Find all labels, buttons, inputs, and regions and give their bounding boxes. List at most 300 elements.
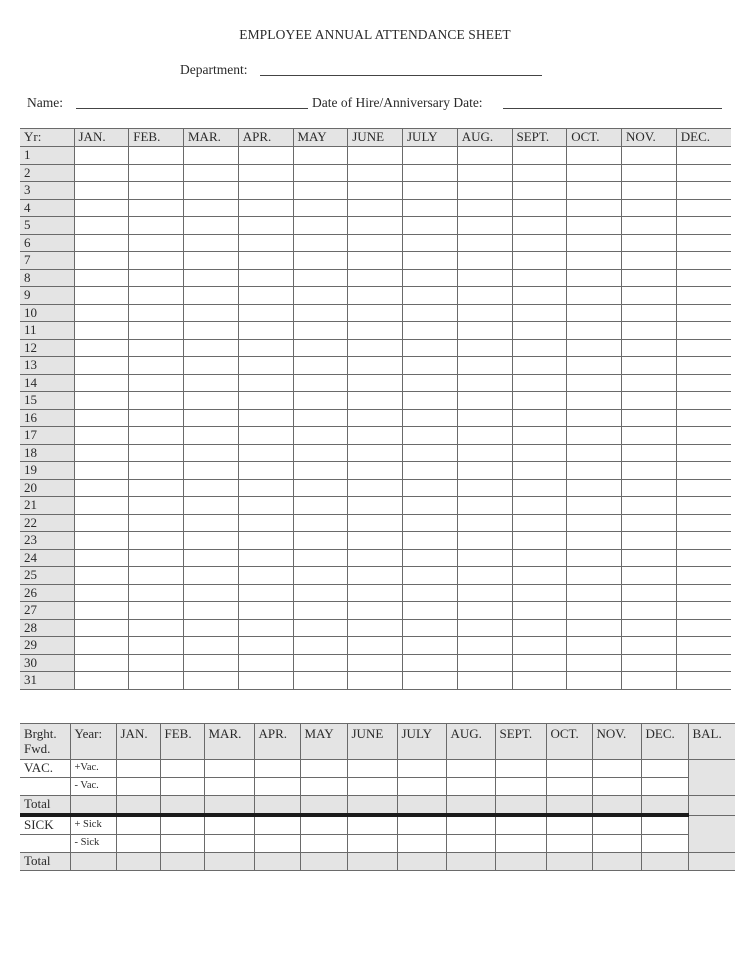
attendance-cell[interactable] bbox=[676, 217, 731, 235]
attendance-cell[interactable] bbox=[622, 497, 677, 515]
attendance-cell[interactable] bbox=[676, 584, 731, 602]
attendance-cell[interactable] bbox=[129, 584, 184, 602]
attendance-cell[interactable] bbox=[622, 514, 677, 532]
attendance-cell[interactable] bbox=[184, 654, 239, 672]
attendance-cell[interactable] bbox=[403, 462, 458, 480]
month-entry-cell[interactable] bbox=[254, 796, 300, 816]
attendance-cell[interactable] bbox=[184, 584, 239, 602]
attendance-cell[interactable] bbox=[622, 217, 677, 235]
month-entry-cell[interactable] bbox=[592, 835, 641, 853]
attendance-cell[interactable] bbox=[238, 532, 293, 550]
attendance-cell[interactable] bbox=[622, 339, 677, 357]
attendance-cell[interactable] bbox=[293, 567, 348, 585]
attendance-cell[interactable] bbox=[622, 374, 677, 392]
attendance-cell[interactable] bbox=[348, 199, 403, 217]
attendance-cell[interactable] bbox=[567, 304, 622, 322]
attendance-cell[interactable] bbox=[238, 339, 293, 357]
attendance-cell[interactable] bbox=[74, 304, 129, 322]
month-entry-cell[interactable] bbox=[495, 796, 546, 816]
attendance-cell[interactable] bbox=[403, 392, 458, 410]
attendance-cell[interactable] bbox=[512, 199, 567, 217]
attendance-cell[interactable] bbox=[457, 462, 512, 480]
attendance-cell[interactable] bbox=[129, 374, 184, 392]
attendance-cell[interactable] bbox=[403, 322, 458, 340]
attendance-cell[interactable] bbox=[567, 672, 622, 690]
month-entry-cell[interactable] bbox=[204, 778, 254, 796]
month-entry-cell[interactable] bbox=[254, 853, 300, 871]
attendance-cell[interactable] bbox=[676, 549, 731, 567]
attendance-cell[interactable] bbox=[512, 584, 567, 602]
attendance-cell[interactable] bbox=[512, 514, 567, 532]
attendance-cell[interactable] bbox=[238, 497, 293, 515]
month-entry-cell[interactable] bbox=[546, 815, 592, 835]
attendance-cell[interactable] bbox=[293, 409, 348, 427]
attendance-cell[interactable] bbox=[184, 549, 239, 567]
attendance-cell[interactable] bbox=[457, 392, 512, 410]
attendance-cell[interactable] bbox=[403, 427, 458, 445]
attendance-cell[interactable] bbox=[348, 287, 403, 305]
attendance-cell[interactable] bbox=[129, 479, 184, 497]
attendance-cell[interactable] bbox=[348, 322, 403, 340]
attendance-cell[interactable] bbox=[622, 567, 677, 585]
attendance-cell[interactable] bbox=[403, 637, 458, 655]
attendance-cell[interactable] bbox=[457, 164, 512, 182]
attendance-cell[interactable] bbox=[676, 409, 731, 427]
attendance-cell[interactable] bbox=[622, 479, 677, 497]
attendance-cell[interactable] bbox=[403, 357, 458, 375]
month-entry-cell[interactable] bbox=[495, 815, 546, 835]
attendance-cell[interactable] bbox=[567, 444, 622, 462]
attendance-cell[interactable] bbox=[129, 654, 184, 672]
month-entry-cell[interactable] bbox=[204, 853, 254, 871]
balance-cell[interactable] bbox=[688, 815, 735, 853]
attendance-cell[interactable] bbox=[238, 602, 293, 620]
attendance-cell[interactable] bbox=[238, 199, 293, 217]
attendance-cell[interactable] bbox=[129, 409, 184, 427]
month-entry-cell[interactable] bbox=[160, 796, 204, 816]
attendance-cell[interactable] bbox=[567, 427, 622, 445]
attendance-cell[interactable] bbox=[129, 549, 184, 567]
attendance-cell[interactable] bbox=[129, 532, 184, 550]
department-field[interactable] bbox=[260, 75, 542, 76]
month-entry-cell[interactable] bbox=[347, 853, 397, 871]
attendance-cell[interactable] bbox=[403, 567, 458, 585]
attendance-cell[interactable] bbox=[567, 287, 622, 305]
attendance-cell[interactable] bbox=[622, 304, 677, 322]
attendance-cell[interactable] bbox=[622, 392, 677, 410]
attendance-cell[interactable] bbox=[622, 322, 677, 340]
attendance-cell[interactable] bbox=[74, 147, 129, 165]
attendance-cell[interactable] bbox=[238, 479, 293, 497]
attendance-cell[interactable] bbox=[512, 567, 567, 585]
attendance-cell[interactable] bbox=[184, 392, 239, 410]
month-entry-cell[interactable] bbox=[397, 778, 446, 796]
attendance-cell[interactable] bbox=[129, 234, 184, 252]
attendance-cell[interactable] bbox=[74, 672, 129, 690]
attendance-cell[interactable] bbox=[348, 672, 403, 690]
month-entry-cell[interactable] bbox=[641, 853, 688, 871]
attendance-cell[interactable] bbox=[512, 497, 567, 515]
month-entry-cell[interactable] bbox=[300, 778, 347, 796]
attendance-cell[interactable] bbox=[403, 444, 458, 462]
attendance-cell[interactable] bbox=[293, 672, 348, 690]
attendance-cell[interactable] bbox=[403, 584, 458, 602]
month-entry-cell[interactable] bbox=[495, 835, 546, 853]
attendance-cell[interactable] bbox=[238, 637, 293, 655]
attendance-cell[interactable] bbox=[293, 619, 348, 637]
attendance-cell[interactable] bbox=[74, 287, 129, 305]
attendance-cell[interactable] bbox=[293, 357, 348, 375]
attendance-cell[interactable] bbox=[457, 479, 512, 497]
attendance-cell[interactable] bbox=[348, 252, 403, 270]
month-entry-cell[interactable] bbox=[592, 796, 641, 816]
attendance-cell[interactable] bbox=[676, 619, 731, 637]
attendance-cell[interactable] bbox=[457, 357, 512, 375]
attendance-cell[interactable] bbox=[74, 444, 129, 462]
month-entry-cell[interactable] bbox=[446, 778, 495, 796]
attendance-cell[interactable] bbox=[293, 532, 348, 550]
attendance-cell[interactable] bbox=[622, 672, 677, 690]
attendance-cell[interactable] bbox=[129, 514, 184, 532]
attendance-cell[interactable] bbox=[512, 182, 567, 200]
month-entry-cell[interactable] bbox=[160, 815, 204, 835]
attendance-cell[interactable] bbox=[567, 567, 622, 585]
attendance-cell[interactable] bbox=[348, 462, 403, 480]
attendance-cell[interactable] bbox=[129, 567, 184, 585]
attendance-cell[interactable] bbox=[184, 182, 239, 200]
month-entry-cell[interactable] bbox=[116, 835, 160, 853]
attendance-cell[interactable] bbox=[567, 637, 622, 655]
attendance-cell[interactable] bbox=[184, 497, 239, 515]
attendance-cell[interactable] bbox=[129, 444, 184, 462]
attendance-cell[interactable] bbox=[457, 147, 512, 165]
month-entry-cell[interactable] bbox=[592, 853, 641, 871]
attendance-cell[interactable] bbox=[74, 217, 129, 235]
month-entry-cell[interactable] bbox=[446, 815, 495, 835]
attendance-cell[interactable] bbox=[238, 252, 293, 270]
attendance-cell[interactable] bbox=[348, 357, 403, 375]
attendance-cell[interactable] bbox=[676, 164, 731, 182]
attendance-cell[interactable] bbox=[184, 147, 239, 165]
attendance-cell[interactable] bbox=[293, 199, 348, 217]
attendance-cell[interactable] bbox=[238, 147, 293, 165]
attendance-cell[interactable] bbox=[457, 549, 512, 567]
attendance-cell[interactable] bbox=[676, 287, 731, 305]
attendance-cell[interactable] bbox=[238, 654, 293, 672]
attendance-cell[interactable] bbox=[74, 584, 129, 602]
attendance-cell[interactable] bbox=[512, 392, 567, 410]
attendance-cell[interactable] bbox=[348, 497, 403, 515]
attendance-cell[interactable] bbox=[512, 269, 567, 287]
attendance-cell[interactable] bbox=[74, 497, 129, 515]
attendance-cell[interactable] bbox=[622, 252, 677, 270]
attendance-cell[interactable] bbox=[74, 357, 129, 375]
attendance-cell[interactable] bbox=[512, 252, 567, 270]
attendance-cell[interactable] bbox=[238, 322, 293, 340]
attendance-cell[interactable] bbox=[403, 234, 458, 252]
attendance-cell[interactable] bbox=[184, 357, 239, 375]
month-entry-cell[interactable] bbox=[546, 760, 592, 778]
attendance-cell[interactable] bbox=[512, 217, 567, 235]
attendance-cell[interactable] bbox=[348, 532, 403, 550]
attendance-cell[interactable] bbox=[293, 584, 348, 602]
attendance-cell[interactable] bbox=[457, 287, 512, 305]
attendance-cell[interactable] bbox=[74, 374, 129, 392]
attendance-cell[interactable] bbox=[184, 322, 239, 340]
attendance-cell[interactable] bbox=[74, 252, 129, 270]
attendance-cell[interactable] bbox=[74, 322, 129, 340]
attendance-cell[interactable] bbox=[403, 287, 458, 305]
attendance-cell[interactable] bbox=[293, 427, 348, 445]
attendance-cell[interactable] bbox=[293, 479, 348, 497]
attendance-cell[interactable] bbox=[238, 619, 293, 637]
attendance-cell[interactable] bbox=[457, 654, 512, 672]
attendance-cell[interactable] bbox=[403, 252, 458, 270]
attendance-cell[interactable] bbox=[403, 654, 458, 672]
attendance-cell[interactable] bbox=[129, 602, 184, 620]
month-entry-cell[interactable] bbox=[160, 778, 204, 796]
month-entry-cell[interactable] bbox=[397, 835, 446, 853]
attendance-cell[interactable] bbox=[567, 252, 622, 270]
attendance-cell[interactable] bbox=[238, 357, 293, 375]
attendance-cell[interactable] bbox=[184, 514, 239, 532]
attendance-cell[interactable] bbox=[293, 322, 348, 340]
attendance-cell[interactable] bbox=[74, 619, 129, 637]
attendance-cell[interactable] bbox=[567, 549, 622, 567]
attendance-cell[interactable] bbox=[457, 252, 512, 270]
attendance-cell[interactable] bbox=[512, 444, 567, 462]
attendance-cell[interactable] bbox=[293, 234, 348, 252]
attendance-cell[interactable] bbox=[293, 269, 348, 287]
attendance-cell[interactable] bbox=[676, 427, 731, 445]
attendance-cell[interactable] bbox=[567, 619, 622, 637]
attendance-cell[interactable] bbox=[457, 672, 512, 690]
attendance-cell[interactable] bbox=[567, 409, 622, 427]
attendance-cell[interactable] bbox=[403, 479, 458, 497]
attendance-cell[interactable] bbox=[512, 532, 567, 550]
attendance-cell[interactable] bbox=[512, 549, 567, 567]
attendance-cell[interactable] bbox=[403, 147, 458, 165]
attendance-cell[interactable] bbox=[348, 479, 403, 497]
attendance-cell[interactable] bbox=[184, 444, 239, 462]
attendance-cell[interactable] bbox=[567, 147, 622, 165]
attendance-cell[interactable] bbox=[293, 217, 348, 235]
attendance-cell[interactable] bbox=[129, 322, 184, 340]
attendance-cell[interactable] bbox=[567, 654, 622, 672]
attendance-cell[interactable] bbox=[293, 304, 348, 322]
month-entry-cell[interactable] bbox=[254, 760, 300, 778]
attendance-cell[interactable] bbox=[348, 269, 403, 287]
attendance-cell[interactable] bbox=[238, 672, 293, 690]
attendance-cell[interactable] bbox=[622, 462, 677, 480]
attendance-cell[interactable] bbox=[676, 602, 731, 620]
attendance-cell[interactable] bbox=[293, 164, 348, 182]
month-entry-cell[interactable] bbox=[546, 796, 592, 816]
attendance-cell[interactable] bbox=[184, 339, 239, 357]
attendance-cell[interactable] bbox=[403, 549, 458, 567]
attendance-cell[interactable] bbox=[622, 409, 677, 427]
attendance-cell[interactable] bbox=[676, 147, 731, 165]
attendance-cell[interactable] bbox=[238, 549, 293, 567]
attendance-cell[interactable] bbox=[676, 252, 731, 270]
month-entry-cell[interactable] bbox=[446, 760, 495, 778]
attendance-cell[interactable] bbox=[676, 637, 731, 655]
attendance-cell[interactable] bbox=[293, 654, 348, 672]
balance-cell[interactable] bbox=[688, 853, 735, 871]
attendance-cell[interactable] bbox=[74, 392, 129, 410]
attendance-cell[interactable] bbox=[457, 339, 512, 357]
attendance-cell[interactable] bbox=[676, 672, 731, 690]
attendance-cell[interactable] bbox=[457, 199, 512, 217]
attendance-cell[interactable] bbox=[567, 584, 622, 602]
attendance-cell[interactable] bbox=[567, 532, 622, 550]
attendance-cell[interactable] bbox=[676, 462, 731, 480]
attendance-cell[interactable] bbox=[622, 602, 677, 620]
attendance-cell[interactable] bbox=[184, 304, 239, 322]
attendance-cell[interactable] bbox=[403, 532, 458, 550]
attendance-cell[interactable] bbox=[622, 444, 677, 462]
attendance-cell[interactable] bbox=[512, 427, 567, 445]
attendance-cell[interactable] bbox=[457, 497, 512, 515]
attendance-cell[interactable] bbox=[403, 217, 458, 235]
attendance-cell[interactable] bbox=[457, 619, 512, 637]
attendance-cell[interactable] bbox=[676, 497, 731, 515]
attendance-cell[interactable] bbox=[403, 602, 458, 620]
attendance-cell[interactable] bbox=[238, 287, 293, 305]
attendance-cell[interactable] bbox=[74, 199, 129, 217]
attendance-cell[interactable] bbox=[293, 462, 348, 480]
attendance-cell[interactable] bbox=[238, 234, 293, 252]
attendance-cell[interactable] bbox=[457, 217, 512, 235]
attendance-cell[interactable] bbox=[129, 287, 184, 305]
attendance-cell[interactable] bbox=[293, 392, 348, 410]
attendance-cell[interactable] bbox=[74, 514, 129, 532]
attendance-cell[interactable] bbox=[512, 339, 567, 357]
attendance-cell[interactable] bbox=[676, 304, 731, 322]
attendance-cell[interactable] bbox=[129, 199, 184, 217]
attendance-cell[interactable] bbox=[184, 532, 239, 550]
attendance-cell[interactable] bbox=[348, 147, 403, 165]
attendance-cell[interactable] bbox=[348, 339, 403, 357]
month-entry-cell[interactable] bbox=[160, 835, 204, 853]
attendance-cell[interactable] bbox=[184, 619, 239, 637]
attendance-cell[interactable] bbox=[184, 269, 239, 287]
attendance-cell[interactable] bbox=[567, 374, 622, 392]
attendance-cell[interactable] bbox=[348, 409, 403, 427]
attendance-cell[interactable] bbox=[622, 164, 677, 182]
month-entry-cell[interactable] bbox=[204, 835, 254, 853]
attendance-cell[interactable] bbox=[184, 672, 239, 690]
attendance-cell[interactable] bbox=[129, 427, 184, 445]
attendance-cell[interactable] bbox=[74, 532, 129, 550]
attendance-cell[interactable] bbox=[622, 234, 677, 252]
month-entry-cell[interactable] bbox=[446, 796, 495, 816]
attendance-cell[interactable] bbox=[348, 164, 403, 182]
attendance-cell[interactable] bbox=[622, 287, 677, 305]
attendance-cell[interactable] bbox=[512, 619, 567, 637]
attendance-cell[interactable] bbox=[403, 619, 458, 637]
attendance-cell[interactable] bbox=[348, 549, 403, 567]
month-entry-cell[interactable] bbox=[160, 853, 204, 871]
attendance-cell[interactable] bbox=[129, 304, 184, 322]
attendance-cell[interactable] bbox=[512, 479, 567, 497]
attendance-cell[interactable] bbox=[622, 199, 677, 217]
attendance-cell[interactable] bbox=[403, 409, 458, 427]
attendance-cell[interactable] bbox=[403, 672, 458, 690]
attendance-cell[interactable] bbox=[403, 304, 458, 322]
month-entry-cell[interactable] bbox=[641, 835, 688, 853]
attendance-cell[interactable] bbox=[512, 304, 567, 322]
attendance-cell[interactable] bbox=[74, 182, 129, 200]
attendance-cell[interactable] bbox=[129, 182, 184, 200]
attendance-cell[interactable] bbox=[676, 392, 731, 410]
attendance-cell[interactable] bbox=[512, 147, 567, 165]
attendance-cell[interactable] bbox=[403, 199, 458, 217]
name-field[interactable] bbox=[76, 108, 308, 109]
attendance-cell[interactable] bbox=[184, 637, 239, 655]
attendance-cell[interactable] bbox=[184, 462, 239, 480]
attendance-cell[interactable] bbox=[74, 549, 129, 567]
month-entry-cell[interactable] bbox=[300, 815, 347, 835]
attendance-cell[interactable] bbox=[238, 584, 293, 602]
attendance-cell[interactable] bbox=[293, 514, 348, 532]
attendance-cell[interactable] bbox=[184, 567, 239, 585]
attendance-cell[interactable] bbox=[348, 567, 403, 585]
attendance-cell[interactable] bbox=[403, 497, 458, 515]
attendance-cell[interactable] bbox=[348, 514, 403, 532]
month-entry-cell[interactable] bbox=[592, 778, 641, 796]
attendance-cell[interactable] bbox=[512, 287, 567, 305]
attendance-cell[interactable] bbox=[348, 619, 403, 637]
month-entry-cell[interactable] bbox=[495, 778, 546, 796]
attendance-cell[interactable] bbox=[348, 374, 403, 392]
attendance-cell[interactable] bbox=[129, 339, 184, 357]
month-entry-cell[interactable] bbox=[116, 760, 160, 778]
attendance-cell[interactable] bbox=[567, 164, 622, 182]
attendance-cell[interactable] bbox=[348, 304, 403, 322]
attendance-cell[interactable] bbox=[348, 182, 403, 200]
attendance-cell[interactable] bbox=[184, 199, 239, 217]
attendance-cell[interactable] bbox=[457, 444, 512, 462]
month-entry-cell[interactable] bbox=[347, 760, 397, 778]
month-entry-cell[interactable] bbox=[592, 760, 641, 778]
attendance-cell[interactable] bbox=[238, 514, 293, 532]
month-entry-cell[interactable] bbox=[397, 815, 446, 835]
attendance-cell[interactable] bbox=[512, 357, 567, 375]
attendance-cell[interactable] bbox=[129, 619, 184, 637]
balance-cell[interactable] bbox=[688, 760, 735, 796]
attendance-cell[interactable] bbox=[567, 199, 622, 217]
month-entry-cell[interactable] bbox=[641, 796, 688, 816]
attendance-cell[interactable] bbox=[238, 182, 293, 200]
attendance-cell[interactable] bbox=[567, 602, 622, 620]
attendance-cell[interactable] bbox=[129, 392, 184, 410]
attendance-cell[interactable] bbox=[74, 234, 129, 252]
attendance-cell[interactable] bbox=[293, 182, 348, 200]
attendance-cell[interactable] bbox=[567, 392, 622, 410]
attendance-cell[interactable] bbox=[567, 217, 622, 235]
attendance-cell[interactable] bbox=[74, 462, 129, 480]
attendance-cell[interactable] bbox=[403, 164, 458, 182]
attendance-cell[interactable] bbox=[238, 427, 293, 445]
attendance-cell[interactable] bbox=[457, 567, 512, 585]
attendance-cell[interactable] bbox=[457, 532, 512, 550]
attendance-cell[interactable] bbox=[622, 182, 677, 200]
month-entry-cell[interactable] bbox=[116, 815, 160, 835]
month-entry-cell[interactable] bbox=[641, 778, 688, 796]
attendance-cell[interactable] bbox=[184, 374, 239, 392]
hire-date-field[interactable] bbox=[503, 108, 722, 109]
